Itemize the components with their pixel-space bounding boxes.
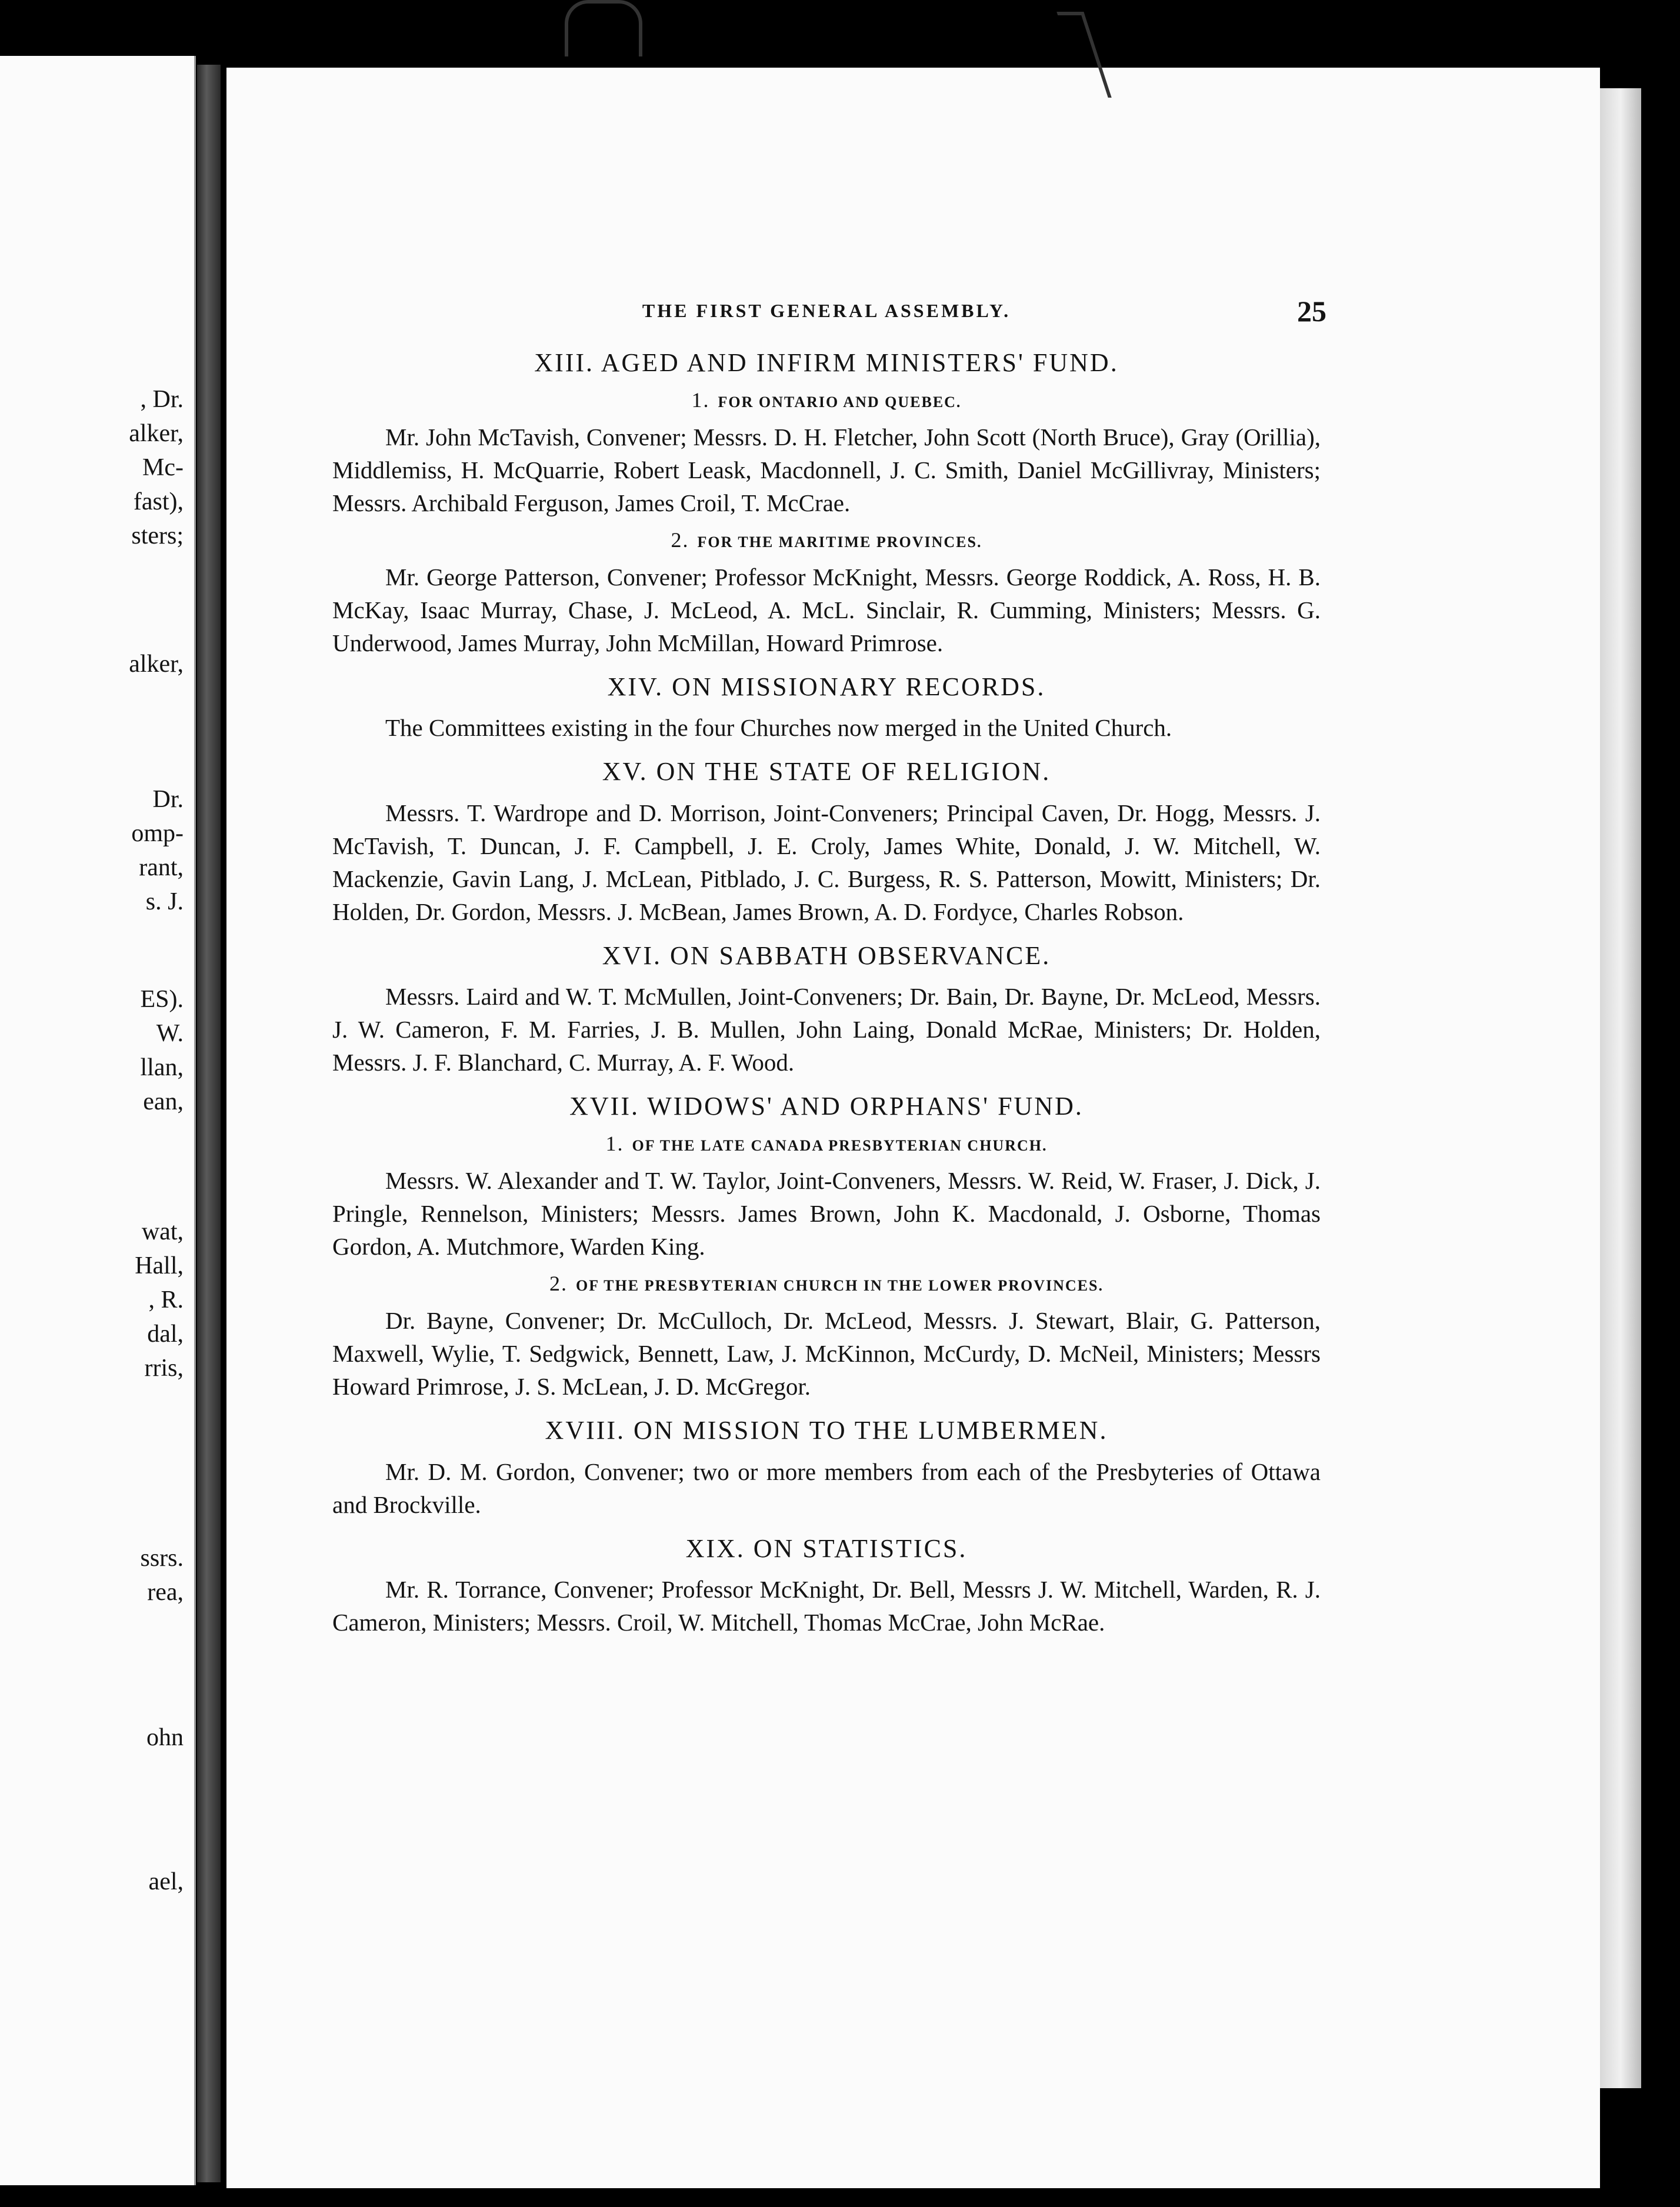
section-paragraph: Messrs. T. Wardrope and D. Morrison, Joint-Conveners; Principal Caven, Dr. Hogg, Messrs. J. McTavish, T. Duncan, J. F. Campbell, J. E. Croly, James White, Donald, J. W. Mitchell, W. Mackenzie, Gavin Lang, J. McLean, Pitblado, J. C. Burgess, R. S. Patterson, Mowitt, Ministers; Dr. Holden, Dr. Gordon, Messrs. J. McBean, James Brown, A. D. Fordyce, Charles Robson. bbox=[332, 799, 1321, 925]
section-state-of-religion bbox=[332, 757, 1321, 928]
left-fragment: W. bbox=[156, 1020, 184, 1047]
section-aged-infirm-fund bbox=[332, 348, 1321, 659]
facing-page-fragment bbox=[0, 56, 196, 2185]
section-paragraph: Mr. R. Torrance, Convener; Professor McKnight, Dr. Bell, Messrs J. W. Mitchell, Warden, R. J. Cameron, Ministers; Messrs. Croil, W. Mitchell, Thomas McCrae, John McRae. bbox=[332, 1576, 1321, 1636]
left-fragment: Hall, bbox=[135, 1252, 184, 1279]
left-fragment: ael, bbox=[148, 1868, 184, 1895]
section-heading: XV. ON THE STATE OF RELIGION. bbox=[602, 757, 1051, 786]
section-paragraph: Messrs. Laird and W. T. McMullen, Joint-Conveners; Dr. Bain, Dr. Bayne, Dr. McLeod, Messrs. J. W. Cameron, F. M. Farries, J. B. Mullen, John Laing, Donald McRae, Ministers; Dr. Holden, Messrs. J. F. Blanchard, C. Murray, A. F. Wood. bbox=[332, 983, 1321, 1076]
subsection-number: 2. bbox=[671, 528, 689, 552]
running-head bbox=[332, 294, 1326, 335]
left-fragment: ohn bbox=[146, 1724, 184, 1751]
left-fragment: rea, bbox=[147, 1579, 184, 1606]
page-edges bbox=[1600, 88, 1641, 2088]
left-fragment: , Dr. bbox=[140, 386, 184, 413]
left-fragment: wat, bbox=[141, 1218, 184, 1245]
section-mission-lumbermen bbox=[332, 1416, 1321, 1521]
section-paragraph: Messrs. W. Alexander and T. W. Taylor, Joint-Conveners, Messrs. W. Reid, W. Fraser, J. Dick, J. Pringle, Rennelson, Ministers; Messrs. James Brown, John K. Macdonald, J. Osborne, Thomas Gordon, A. Mutchmore, Warden King. bbox=[332, 1166, 1321, 1260]
left-fragment: ean, bbox=[143, 1088, 184, 1115]
left-fragment: sters; bbox=[131, 522, 184, 549]
subsection-heading bbox=[332, 388, 1321, 412]
page-content bbox=[332, 294, 1326, 1645]
section-heading: XIX. ON STATISTICS. bbox=[685, 1533, 968, 1563]
book-spine bbox=[197, 65, 221, 2182]
left-fragment: llan, bbox=[140, 1054, 184, 1081]
left-fragment: omp- bbox=[131, 820, 184, 847]
subsection-title: OF THE PRESBYTERIAN CHURCH IN THE LOWER PROVINCES. bbox=[576, 1276, 1104, 1294]
section-widows-orphans-fund bbox=[332, 1092, 1321, 1403]
left-fragment: ES). bbox=[140, 986, 184, 1013]
subsection-number: 1. bbox=[691, 388, 710, 412]
left-fragment: alker, bbox=[129, 651, 184, 678]
subsection-title: FOR THE MARITIME PROVINCES. bbox=[697, 533, 982, 551]
section-paragraph: Mr. D. M. Gordon, Convener; two or more members from each of the Presbyteries of Ottawa and Brockville. bbox=[332, 1458, 1321, 1518]
subsection-number: 2. bbox=[549, 1271, 568, 1295]
running-head-title: THE FIRST GENERAL ASSEMBLY. bbox=[642, 300, 1011, 321]
left-fragment: dal, bbox=[147, 1321, 184, 1348]
section-sabbath-observance bbox=[332, 941, 1321, 1079]
section-heading: XVI. ON SABBATH OBSERVANCE. bbox=[602, 941, 1051, 970]
left-fragment: s. J. bbox=[145, 888, 184, 915]
left-fragment: Dr. bbox=[152, 786, 184, 813]
section-paragraph: Mr. John McTavish, Convener; Messrs. D. H. Fletcher, John Scott (North Bruce), Gray (Orillia), Middlemiss, H. McQuarrie, Robert Leask, Macdonnell, J. C. Smith, Daniel McGillivray, Ministers; Messrs. Archibald Ferguson, James Croil, T. McCrae. bbox=[332, 423, 1321, 516]
section-paragraph: Dr. Bayne, Convener; Dr. McCulloch, Dr. McLeod, Messrs. J. Stewart, Blair, G. Patterson, Maxwell, Wylie, T. Sedgwick, Bennett, Law, J. McKinnon, McCurdy, D. McNeil, Ministers; Messrs Howard Primrose, J. S. McLean, J. D. McGregor. bbox=[332, 1306, 1321, 1400]
section-statistics bbox=[332, 1534, 1321, 1639]
section-heading: XVIII. ON MISSION TO THE LUMBERMEN. bbox=[545, 1415, 1108, 1445]
subsection-title: FOR ONTARIO AND QUEBEC. bbox=[718, 393, 962, 411]
left-fragment: rris, bbox=[144, 1355, 184, 1382]
left-fragment: fast), bbox=[133, 488, 184, 515]
subsection-title: OF THE LATE CANADA PRESBYTERIAN CHURCH. bbox=[632, 1136, 1048, 1154]
page-number: 25 bbox=[1297, 295, 1326, 328]
subsection-heading bbox=[332, 1271, 1321, 1296]
subsection-number: 1. bbox=[605, 1131, 624, 1155]
left-fragment: alker, bbox=[129, 420, 184, 447]
section-heading: XVII. WIDOWS' AND ORPHANS' FUND. bbox=[569, 1092, 1084, 1121]
section-paragraph: The Committees existing in the four Churches now merged in the United Church. bbox=[385, 714, 1172, 742]
left-fragment: Mc- bbox=[142, 454, 184, 481]
section-heading: XIV. ON MISSIONARY RECORDS. bbox=[607, 672, 1046, 701]
section-paragraph: Mr. George Patterson, Convener; Professor McKnight, Messrs. George Roddick, A. Ross, H. B. McKay, Isaac Murray, Chase, J. McLeod, A. McL. Sinclair, R. Cumming, Ministers; Messrs. G. Underwood, James Murray, John McMillan, Howard Primrose. bbox=[332, 563, 1321, 656]
left-fragment: , R. bbox=[148, 1286, 184, 1313]
left-fragment: ssrs. bbox=[140, 1545, 184, 1572]
subsection-heading bbox=[332, 1131, 1321, 1156]
section-heading: XIII. AGED AND INFIRM MINISTERS' FUND. bbox=[534, 348, 1119, 377]
left-fragment: rant, bbox=[139, 854, 184, 881]
section-missionary-records bbox=[332, 672, 1321, 745]
subsection-heading bbox=[332, 528, 1321, 552]
scanner-clip bbox=[565, 0, 642, 56]
